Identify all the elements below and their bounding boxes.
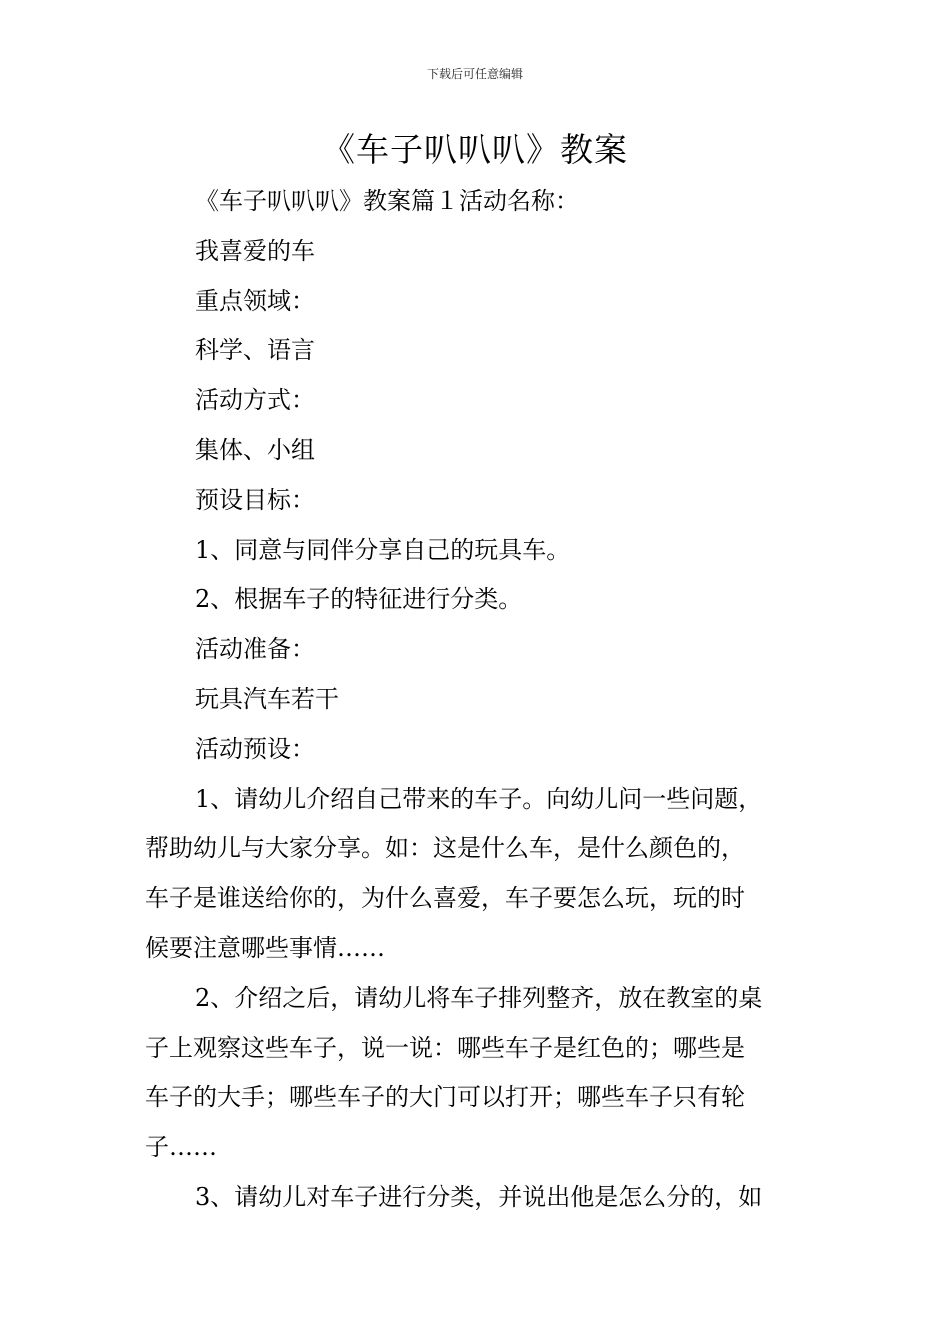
header-note: 下载后可任意编辑 (426, 67, 523, 81)
text-line: 活动预设： (195, 734, 315, 763)
text-line: 玩具汽车若干 (195, 684, 339, 713)
text-line: 候要注意哪些事情…… (145, 933, 385, 962)
text-line: 1、同意与同伴分享自己的玩具车。 (195, 535, 571, 564)
text-line: 子…… (145, 1133, 217, 1162)
text-line: 重点领域： (195, 286, 315, 315)
text-line: 子上观察这些车子，说一说：哪些车子是红色的；哪些是 (145, 1033, 745, 1062)
text-line: 2、根据车子的特征进行分类。 (195, 585, 523, 614)
text-line: 活动准备： (195, 635, 315, 664)
document-title: 《车子叭叭叭》教案 (322, 130, 628, 169)
text-line: 车子的大手；哪些车子的大门可以打开；哪些车子只有轮 (145, 1083, 745, 1112)
text-line: 《车子叭叭叭》教案篇１活动名称： (195, 187, 579, 215)
text-line: 集体、小组 (195, 435, 315, 464)
text-line: 1、请幼儿介绍自己带来的车子。向幼儿问一些问题， (195, 784, 763, 813)
text-line: 帮助幼儿与大家分享。如：这是什么车，是什么颜色的， (145, 834, 745, 863)
text-line: 车子是谁送给你的，为什么喜爱，车子要怎么玩，玩的时 (145, 884, 745, 913)
text-line: 2、介绍之后，请幼儿将车子排列整齐，放在教室的桌 (195, 983, 763, 1012)
text-line: 3、请幼儿对车子进行分类，并说出他是怎么分的，如 (195, 1182, 763, 1211)
text-line: 科学、语言 (195, 336, 315, 365)
document-body (145, 177, 811, 1223)
text-line: 我喜爱的车 (195, 236, 315, 265)
text-line: 活动方式： (195, 386, 315, 415)
text-line: 预设目标： (195, 485, 315, 514)
